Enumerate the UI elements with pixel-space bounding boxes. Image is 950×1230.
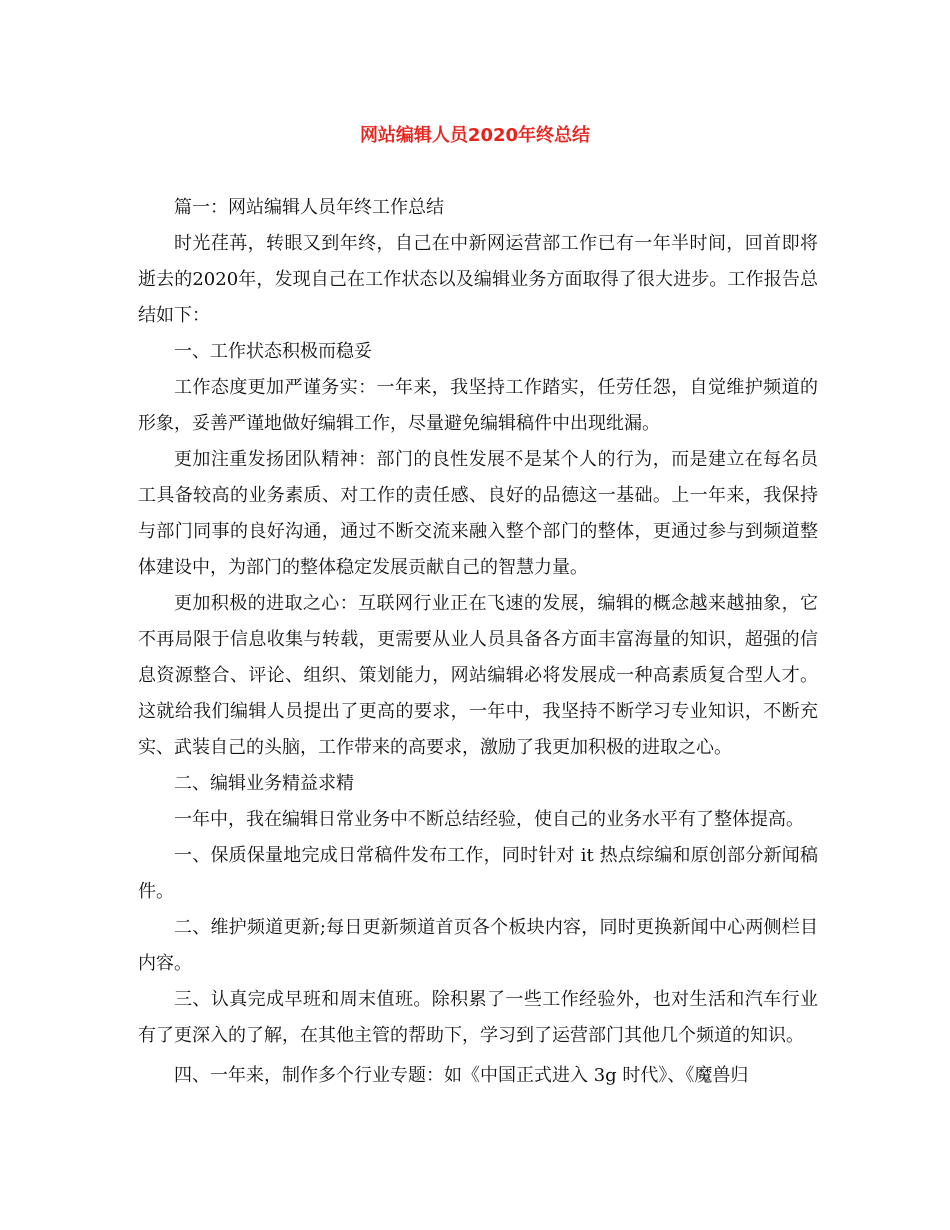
section-heading: 篇一：网站编辑人员年终工作总结	[174, 197, 444, 218]
paragraph: 更加注重发扬团队精神：部门的良性发展不是某个人的行为，而是建立在每名员工具备较高的业务素质、对工作的责任感、良好的品德这一基础。上一年来，我保持与部门同事的良好沟通，通过不断交流来融入整个部门的整体，更通过参与到频道整体建设中，为部门的整体稳定发展贡献自己的智慧力量。	[138, 449, 818, 578]
paragraph: 一年中，我在编辑日常业务中不断总结经验，使自己的业务水平有了整体提高。	[174, 809, 804, 830]
list-item: 二、维护频道更新;每日更新频道首页各个板块内容，同时更换新闻中心两侧栏目内容。	[138, 917, 818, 974]
paragraph: 更加积极的进取之心：互联网行业正在飞速的发展，编辑的概念越来越抽象，它不再局限于信息收集与转载，更需要从业人员具备各方面丰富海量的知识，超强的信息资源整合、评论、组织、策划能力，网站编辑必将发展成一种高素质复合型人才。这就给我们编辑人员提出了更高的要求，一年中，我坚持不断学习专业知识，不断充实、武装自己的头脑，工作带来的高要求，激励了我更加积极的进取之心。	[138, 593, 818, 758]
document-body	[138, 190, 818, 1094]
document-title: 网站编辑人员2020年终总结	[359, 125, 591, 146]
list-item: 四、一年来，制作多个行业专题：如《中国正式进入 3g 时代》、《魔兽归	[174, 1065, 749, 1086]
section-heading: 二、编辑业务精益求精	[174, 773, 354, 794]
paragraph: 时光荏苒，转眼又到年终，自己在中新网运营部工作已有一年半时间，回首即将逝去的2020年，发现自己在工作状态以及编辑业务方面取得了很大进步。工作报告总结如下：	[138, 233, 818, 326]
paragraph: 工作态度更加严谨务实：一年来，我坚持工作踏实，任劳任怨，自觉维护频道的形象，妥善严谨地做好编辑工作，尽量避免编辑稿件中出现纰漏。	[138, 377, 818, 434]
list-item: 三、认真完成早班和周末值班。除积累了一些工作经验外，也对生活和汽车行业有了更深入的了解，在其他主管的帮助下，学习到了运营部门其他几个频道的知识。	[138, 989, 818, 1046]
section-heading: 一、工作状态积极而稳妥	[174, 341, 372, 362]
list-item: 一、保质保量地完成日常稿件发布工作，同时针对 it 热点综编和原创部分新闻稿件。	[138, 845, 818, 902]
